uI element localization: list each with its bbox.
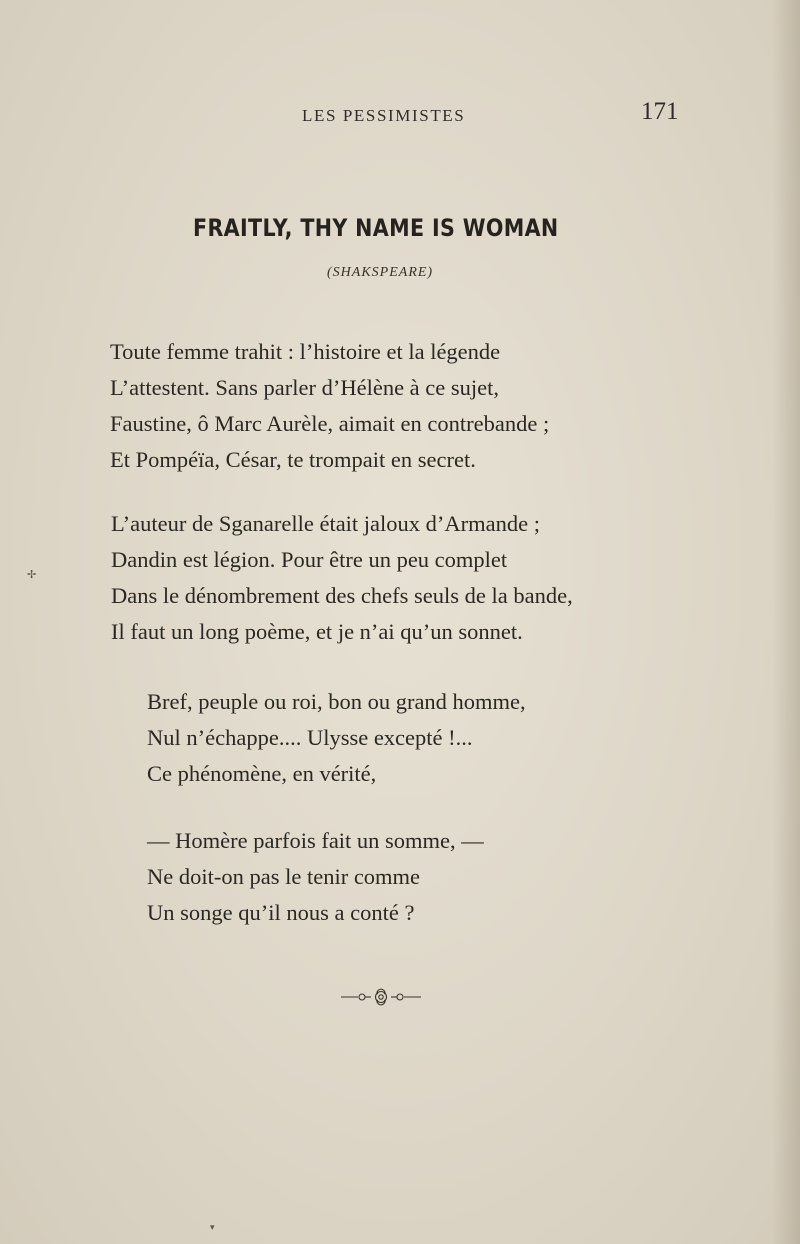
poem-title: FRAITLY, THY NAME IS WOMAN [193, 214, 559, 242]
verse-line: Il faut un long poème, et je n’ai qu’un sonnet. [111, 619, 523, 644]
verse-line: Dans le dénombrement des chefs seuls de la bande, [111, 583, 573, 608]
stanza-3 [147, 684, 526, 792]
verse-line: Nul n’échappe.... Ulysse excepté !... [147, 725, 473, 750]
verse-line: Bref, peuple ou roi, bon ou grand homme, [147, 689, 526, 714]
stanza-4 [147, 823, 484, 931]
stanza-2 [111, 506, 573, 650]
ink-speck: ▾ [210, 1222, 215, 1232]
poem-attribution: (SHAKSPEARE) [327, 265, 434, 280]
verse-line: Ne doit-on pas le tenir comme [147, 864, 421, 889]
verse-line: Un songe qu’il nous a conté ? [147, 900, 415, 925]
verse-line: Ce phénomène, en vérité, [147, 761, 377, 786]
verse-line: Dandin est légion. Pour être un peu complet [111, 547, 508, 572]
stanza-1 [110, 334, 549, 478]
running-head: LES PESSIMISTES [302, 106, 466, 125]
ink-speck: ✢ [27, 569, 37, 581]
page-number: 171 [641, 98, 679, 125]
verse-line: L’attestent. Sans parler d’Hélène à ce sujet, [110, 375, 500, 400]
verse-line: L’auteur de Sganarelle était jaloux d’Armande ; [111, 511, 541, 536]
verse-line: Faustine, ô Marc Aurèle, aimait en contrebande ; [110, 411, 550, 436]
tailpiece-ornament-icon [341, 987, 421, 1007]
verse-line: Et Pompéïa, César, te trompait en secret. [110, 447, 476, 472]
verse-line: — Homère parfois fait un somme, — [147, 828, 484, 853]
verse-line: Toute femme trahit : l’histoire et la légende [110, 339, 501, 364]
